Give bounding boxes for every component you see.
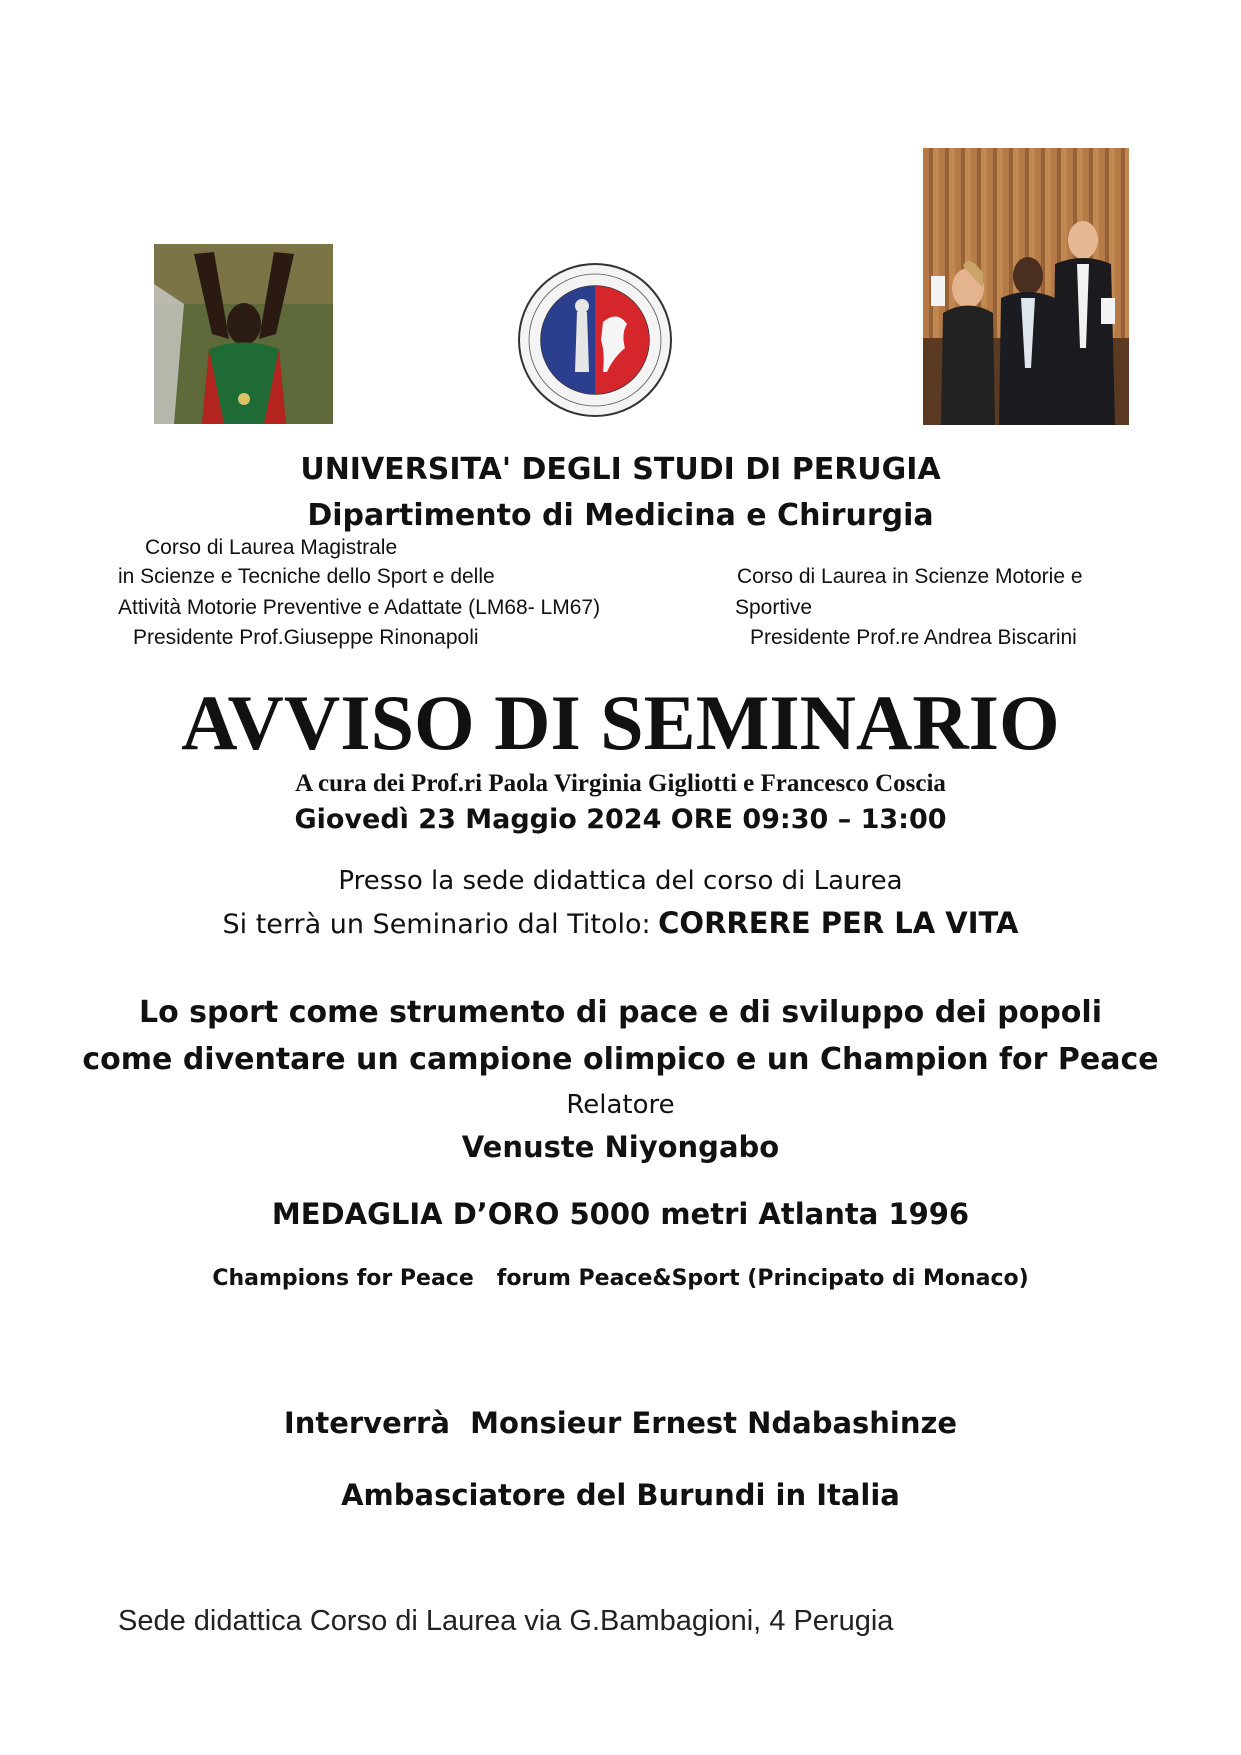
left-course-line1: Corso di Laurea Magistrale — [145, 536, 398, 559]
curated-by: A cura dei Prof.ri Paola Virginia Gigliotti e Francesco Coscia — [295, 770, 946, 797]
university-seal — [517, 262, 673, 418]
seminar-title: CORRERE PER LA VITA — [658, 906, 1019, 940]
medal-line: MEDAGLIA D’ORO 5000 metri Atlanta 1996 — [271, 1197, 970, 1231]
champions-line: Champions for Peace forum Peace&Sport (Principato di Monaco) — [212, 1266, 1029, 1291]
guest-line: Interverrà Monsieur Ernest Ndabashinze — [283, 1406, 958, 1440]
notice-title: AVVISO DI SEMINARIO — [181, 679, 1060, 766]
left-course-president: Presidente Prof.Giuseppe Rinonapoli — [133, 626, 479, 649]
seminar-prefix: Si terrà un Seminario dal Titolo: — [222, 909, 651, 940]
right-course-president: Presidente Prof.re Andrea Biscarini — [750, 626, 1077, 649]
left-course-line2: in Scienze e Tecniche dello Sport e delle — [118, 565, 495, 588]
right-course-line1: Corso di Laurea in Scienze Motorie e — [737, 565, 1083, 588]
seminar-line — [0, 906, 1241, 940]
speaker-label: Relatore — [566, 1090, 675, 1120]
guest-role: Ambasciatore del Burundi in Italia — [341, 1478, 900, 1512]
right-course-line2: Sportive — [735, 596, 813, 619]
location-line: Presso la sede didattica del corso di Laurea — [338, 866, 903, 896]
athlete-photo — [154, 244, 333, 424]
department-name: Dipartimento di Medicina e Chirurgia — [307, 498, 934, 533]
left-course-line3: Attività Motorie Preventive e Adattate (LM68- LM67) — [118, 596, 601, 619]
date-time: Giovedì 23 Maggio 2024 ORE 09:30 – 13:00 — [294, 804, 947, 835]
subtitle-line2: come diventare un campione olimpico e un Champion for Peace — [82, 1042, 1159, 1077]
speaker-name: Venuste Niyongabo — [461, 1130, 780, 1164]
subtitle-line1: Lo sport come strumento di pace e di sviluppo dei popoli — [139, 995, 1102, 1030]
university-name: UNIVERSITA' DEGLI STUDI DI PERUGIA — [300, 452, 941, 487]
address-line: Sede didattica Corso di Laurea via G.Bambagioni, 4 Perugia — [118, 1605, 894, 1637]
group-photo — [923, 148, 1129, 425]
